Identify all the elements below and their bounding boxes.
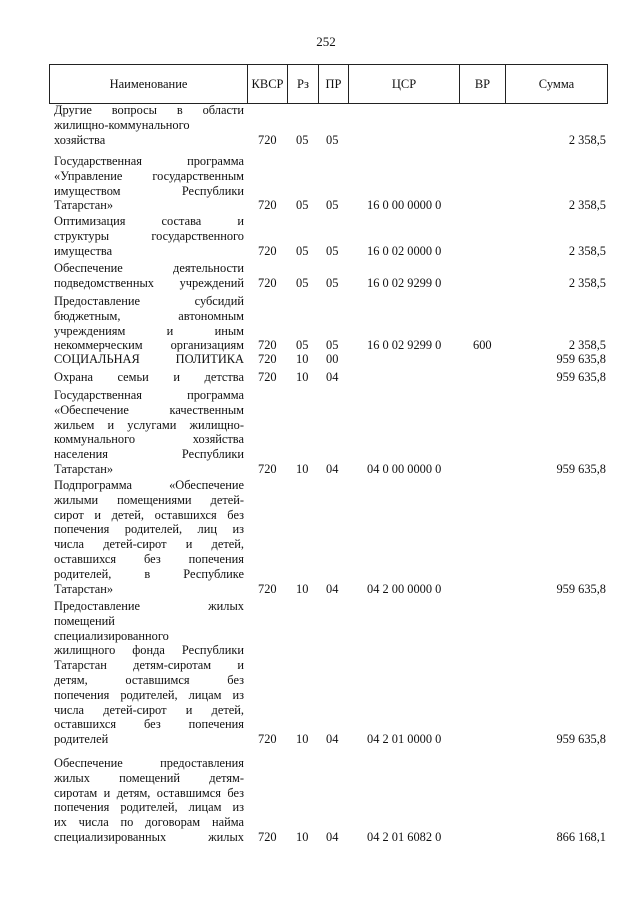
cell-sum: 2 358,5 (568, 198, 606, 213)
cell-sum: 959 635,8 (556, 370, 606, 384)
row-name-line: Предоставление жилых (54, 599, 244, 613)
cell-csr: 16 0 02 9299 0 (367, 338, 442, 353)
cell-rz: 05 (296, 243, 309, 258)
row-name-line: Обеспечение деятельности (54, 261, 244, 275)
header-rz: Рз (287, 65, 318, 103)
cell-sum: 959 635,8 (556, 462, 606, 476)
row-name-line: подведомственных учреждений (54, 275, 244, 290)
row-name-line: структуры государственного (54, 228, 244, 243)
cell-kvsr: 720 (258, 243, 277, 258)
cell-rz: 05 (296, 198, 309, 213)
cell-rz: 05 (296, 338, 309, 353)
row-name-line: Татарстан детям-сиротам и (54, 658, 244, 673)
cell-rz: 10 (296, 370, 309, 384)
cell-kvsr: 720 (258, 352, 277, 366)
row-name-line: Государственная программа (54, 154, 244, 168)
row-name (54, 214, 244, 258)
cell-csr: 04 2 00 0000 0 (367, 581, 442, 596)
row-name-line: Подпрограмма «Обеспечение (54, 478, 244, 492)
header-sum: Сумма (505, 65, 608, 103)
cell-vr: 600 (473, 338, 492, 353)
page-number: 252 (316, 34, 336, 49)
cell-sum: 2 358,5 (568, 338, 606, 353)
cell-rz: 10 (296, 352, 309, 366)
cell-csr: 04 2 01 0000 0 (367, 732, 442, 747)
row-name (54, 388, 244, 477)
row-name-line: родителей (54, 732, 109, 747)
cell-kvsr: 720 (258, 275, 277, 290)
cell-rz: 10 (296, 732, 309, 747)
row-name-line: Татарстан» (54, 461, 114, 476)
cell-sum: 959 635,8 (556, 352, 606, 366)
cell-pr: 04 (326, 581, 339, 596)
row-name (54, 154, 244, 213)
cell-rz: 05 (296, 132, 309, 147)
row-name-line: имуществом Республики (54, 183, 244, 198)
row-name-line: коммунального хозяйства (54, 432, 244, 447)
row-name-line: Охрана семьи и детства (54, 370, 244, 384)
row-name (54, 352, 244, 367)
header-csr: ЦСР (348, 65, 459, 103)
cell-pr: 04 (326, 830, 339, 844)
cell-pr: 04 (326, 732, 339, 747)
cell-rz: 10 (296, 462, 309, 476)
cell-pr: 04 (326, 462, 339, 476)
row-name-line: СОЦИАЛЬНАЯ ПОЛИТИКА (54, 352, 244, 366)
row-name-line: числа детей-сирот и детей, (54, 537, 244, 552)
cell-pr: 05 (326, 275, 339, 290)
row-name (54, 261, 244, 291)
cell-kvsr: 720 (258, 198, 277, 213)
row-name-line: учреждениям и иным (54, 323, 244, 338)
row-name-line: хозяйства (54, 132, 106, 147)
row-name (54, 756, 244, 845)
header-kvsr: КВСР (247, 65, 287, 103)
row-name-line: Государственная программа (54, 388, 244, 402)
row-name-line: Оптимизация состава и (54, 214, 244, 228)
header-name: Наименование (49, 65, 247, 103)
row-name-line: специализированных жилых (54, 829, 244, 844)
cell-csr: 16 0 02 0000 0 (367, 243, 442, 258)
row-name-line: сиротам и детям, оставшимся без (54, 785, 244, 800)
row-name-line: жилищно-коммунального (54, 117, 190, 132)
row-name-line: специализированного (54, 628, 169, 643)
row-name (54, 370, 244, 385)
row-name-line: жилищного фонда Республики (54, 643, 244, 658)
cell-sum: 2 358,5 (568, 132, 606, 147)
row-name-line: оставшихся без попечения (54, 717, 244, 732)
row-name-line: помещений (54, 613, 115, 628)
cell-kvsr: 720 (258, 732, 277, 747)
row-name (54, 294, 244, 353)
row-name (54, 103, 244, 147)
cell-kvsr: 720 (258, 830, 277, 844)
row-name-line: сирот и детей, оставшихся без (54, 507, 244, 522)
row-name-line: их числа по договорам найма (54, 815, 244, 830)
row-name-line: Другие вопросы в области (54, 103, 244, 117)
row-name-line: жилых помещений детям- (54, 770, 244, 785)
cell-rz: 10 (296, 581, 309, 596)
header-row (49, 64, 608, 104)
row-name-line: некоммерческим организациям (54, 338, 244, 353)
cell-csr: 16 0 00 0000 0 (367, 198, 442, 213)
cell-sum: 959 635,8 (556, 581, 606, 596)
cell-pr: 00 (326, 352, 339, 366)
row-name-line: детям, оставшимся без (54, 672, 244, 687)
row-name-line: Обеспечение предоставления (54, 756, 244, 770)
cell-kvsr: 720 (258, 132, 277, 147)
row-name-line: родителей, в Республике (54, 566, 244, 581)
cell-sum: 2 358,5 (568, 275, 606, 290)
row-name-line: Татарстан» (54, 581, 114, 596)
cell-csr: 04 0 00 0000 0 (367, 462, 442, 476)
row-name-line: жильем и услугами жилищно- (54, 417, 244, 432)
header-vr: ВР (459, 65, 505, 103)
row-name (54, 599, 244, 747)
row-name-line: Татарстан» (54, 198, 114, 213)
cell-pr: 05 (326, 338, 339, 353)
row-name-line: жилыми помещениями детей- (54, 492, 244, 507)
cell-sum: 866 168,1 (556, 830, 606, 844)
cell-kvsr: 720 (258, 462, 277, 476)
row-name (54, 478, 244, 596)
cell-pr: 04 (326, 370, 339, 384)
cell-sum: 2 358,5 (568, 243, 606, 258)
cell-sum: 959 635,8 (556, 732, 606, 747)
row-name-line: населения Республики (54, 447, 244, 462)
row-name-line: имущества (54, 243, 113, 258)
cell-rz: 05 (296, 275, 309, 290)
row-name-line: Предоставление субсидий (54, 294, 244, 308)
row-name-line: попечения родителей, лиц из (54, 522, 244, 537)
row-name-line: числа детей-сирот и детей, (54, 702, 244, 717)
header-pr: ПР (318, 65, 348, 103)
cell-csr: 04 2 01 6082 0 (367, 830, 442, 844)
row-name-line: попечения родителей, лицам из (54, 800, 244, 815)
cell-pr: 05 (326, 243, 339, 258)
row-name-line: попечения родителей, лицам из (54, 687, 244, 702)
cell-kvsr: 720 (258, 581, 277, 596)
row-name-line: «Управление государственным (54, 168, 244, 183)
row-name-line: оставшихся без попечения (54, 551, 244, 566)
cell-csr: 16 0 02 9299 0 (367, 275, 442, 290)
cell-pr: 05 (326, 132, 339, 147)
cell-kvsr: 720 (258, 370, 277, 384)
row-name-line: бюджетным, автономным (54, 308, 244, 323)
cell-kvsr: 720 (258, 338, 277, 353)
row-name-line: «Обеспечение качественным (54, 402, 244, 417)
cell-pr: 05 (326, 198, 339, 213)
cell-rz: 10 (296, 830, 309, 844)
